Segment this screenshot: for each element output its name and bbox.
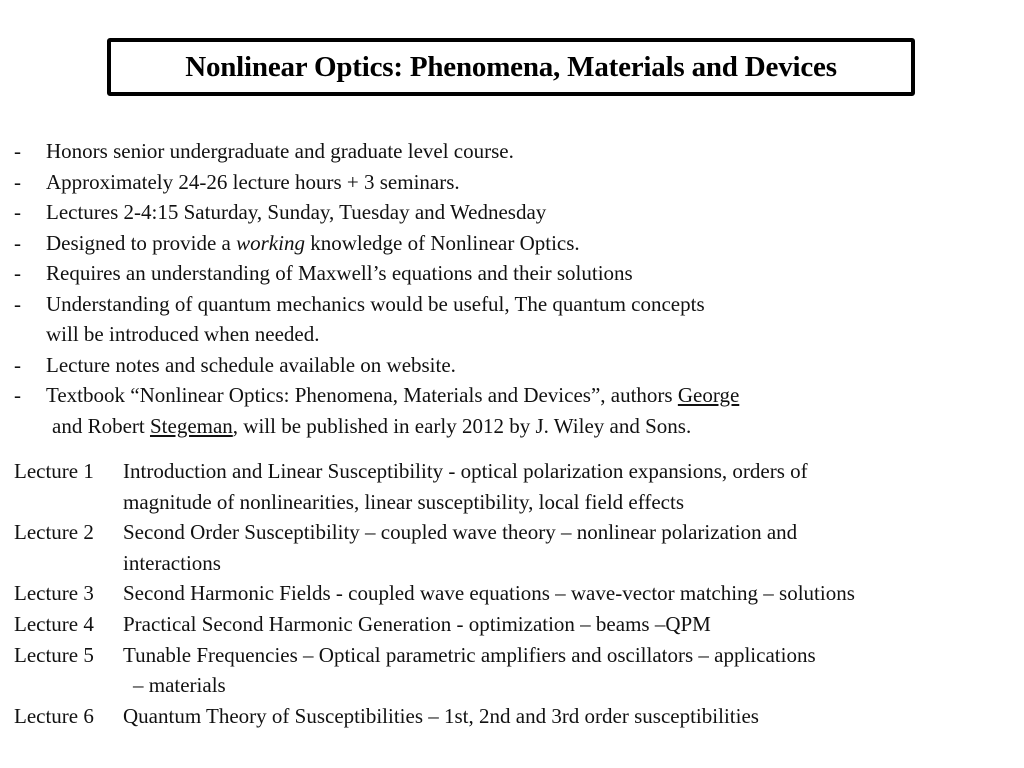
- bullet-dash: -: [14, 383, 21, 407]
- bullet-text: Lecture notes and schedule available on website.: [46, 352, 456, 377]
- bullet-dash: -: [14, 261, 21, 285]
- bullet-dash: -: [14, 200, 21, 224]
- lecture-description-continuation: interactions: [123, 550, 221, 575]
- lecture-item: [0, 517, 1024, 578]
- bullet-text-continuation: will be introduced when needed.: [46, 322, 320, 346]
- bullet-item: [0, 197, 1024, 228]
- lecture-item: [0, 640, 1024, 701]
- bullet-text-mid: and Robert: [52, 413, 150, 438]
- bullet-item: [0, 350, 1024, 381]
- bullet-text-post: , will be published in early 2012 by J. Wiley and Sons.: [232, 413, 692, 438]
- lecture-item: [0, 609, 1024, 640]
- bullet-item: [0, 167, 1024, 198]
- lecture-label: Lecture 2: [14, 520, 94, 545]
- bullet-text-pre: Textbook “Nonlinear Optics: Phenomena, Materials and Devices”, authors: [46, 383, 678, 407]
- bullet-dash: -: [14, 291, 21, 316]
- lecture-item: [0, 701, 1024, 732]
- bullet-text-post: knowledge of Nonlinear Optics.: [304, 230, 580, 255]
- lecture-label: Lecture 3: [14, 581, 94, 606]
- lecture-label: Lecture 6: [14, 703, 94, 728]
- slide-title: Nonlinear Optics: Phenomena, Materials and Devices: [185, 50, 837, 83]
- bullet-item: [0, 136, 1024, 167]
- lecture-item: [0, 456, 1024, 517]
- lecture-description-continuation: magnitude of nonlinearities, linear susceptibility, local field effects: [123, 489, 684, 514]
- bullet-dash: -: [14, 352, 21, 377]
- author-link-stegeman[interactable]: Stegeman: [149, 413, 233, 438]
- lecture-label: Lecture 5: [14, 642, 94, 667]
- lecture-description: Second Order Susceptibility – coupled wave theory – nonlinear polarization and: [123, 520, 798, 545]
- author-link-george[interactable]: George: [677, 383, 740, 407]
- lecture-schedule: [0, 456, 1024, 731]
- course-info-list: [0, 136, 1024, 441]
- lecture-description-continuation: – materials: [133, 673, 226, 698]
- bullet-item: [0, 289, 1024, 350]
- bullet-emphasis: working: [236, 230, 305, 255]
- lecture-description: Practical Second Harmonic Generation - optimization – beams –QPM: [123, 611, 711, 636]
- bullet-text-pre: Designed to provide a: [46, 230, 237, 255]
- title-box: [107, 38, 915, 96]
- bullet-text: Lectures 2-4:15 Saturday, Sunday, Tuesday and Wednesday: [46, 200, 547, 224]
- bullet-dash: -: [14, 230, 21, 255]
- bullet-text: Understanding of quantum mechanics would be useful, The quantum concepts: [46, 291, 705, 316]
- lecture-item: [0, 578, 1024, 609]
- lecture-description: Second Harmonic Fields - coupled wave equations – wave-vector matching – solutions: [123, 581, 855, 606]
- lecture-description: Tunable Frequencies – Optical parametric amplifiers and oscillators – applications: [123, 642, 816, 667]
- bullet-text: Honors senior undergraduate and graduate level course.: [46, 139, 514, 163]
- lecture-description: Quantum Theory of Susceptibilities – 1st, 2nd and 3rd order susceptibilities: [123, 703, 759, 728]
- bullet-text: Approximately 24-26 lecture hours + 3 seminars.: [46, 169, 460, 194]
- bullet-item-textbook: [0, 380, 1024, 441]
- bullet-dash: -: [14, 169, 21, 194]
- bullet-dash: -: [14, 139, 21, 163]
- lecture-label: Lecture 1: [14, 459, 94, 483]
- lecture-description: Introduction and Linear Susceptibility - optical polarization expansions, orders of: [123, 459, 808, 483]
- bullet-item: [0, 258, 1024, 289]
- bullet-text: Requires an understanding of Maxwell’s equations and their solutions: [46, 261, 633, 285]
- lecture-label: Lecture 4: [14, 611, 94, 636]
- bullet-item: [0, 228, 1024, 259]
